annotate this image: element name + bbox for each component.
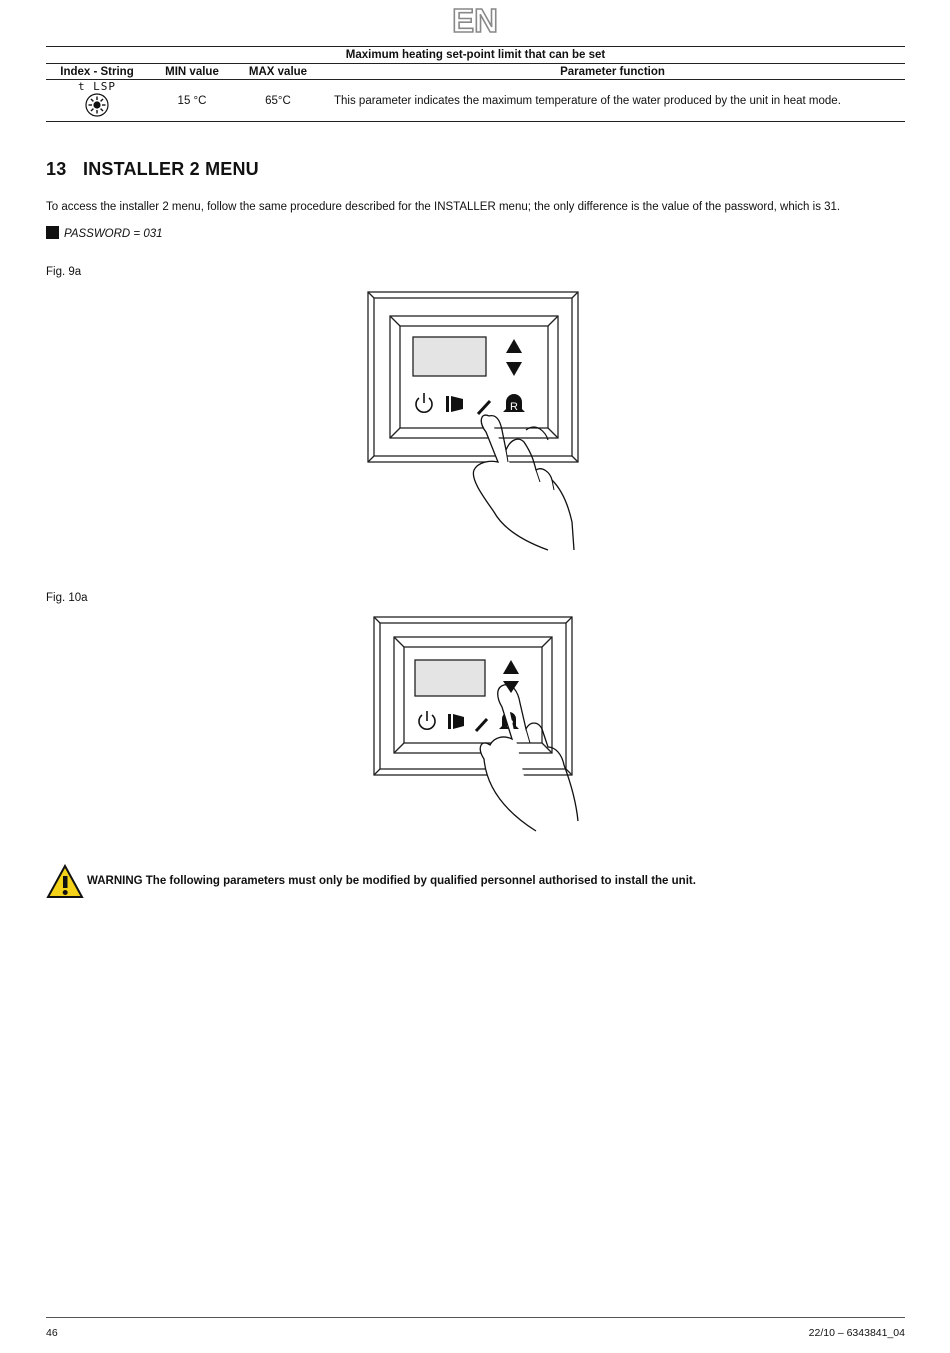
cell-max: 65°C	[236, 80, 320, 122]
warning-triangle-icon	[46, 864, 84, 899]
table-caption: Maximum heating set-point limit that can be set	[46, 47, 905, 64]
index-code: t LSP	[77, 80, 117, 93]
password-text: PASSWORD = 031	[64, 228, 163, 240]
col-index-string: Index - String	[46, 64, 148, 80]
col-parameter-function: Parameter function	[320, 64, 905, 80]
col-max-value: MAX value	[236, 64, 320, 80]
footer-divider	[46, 1317, 905, 1318]
figure-label-9a: Fig. 9a	[46, 266, 82, 278]
table-row	[46, 80, 905, 122]
figure-10a-controller	[372, 615, 584, 835]
cell-function: This parameter indicates the maximum temperature of the water produced by the unit in heat mode.	[320, 80, 905, 122]
section-paragraph: To access the installer 2 menu, follow the same procedure described for the INSTALLER menu; the only difference is the value of the password, which is 31.	[46, 201, 841, 213]
cell-index	[46, 80, 148, 122]
section-number: 13	[46, 159, 67, 179]
password-note	[46, 226, 163, 240]
figure-label-10a: Fig. 10a	[46, 592, 88, 604]
figure-9a-controller	[366, 290, 588, 554]
key-letter-9a: R	[510, 401, 518, 413]
col-min-value: MIN value	[148, 64, 236, 80]
cell-min: 15 °C	[148, 80, 236, 122]
language-badge	[452, 3, 498, 35]
document-reference: 22/10 – 6343841_04	[808, 1327, 905, 1339]
section-heading	[46, 159, 259, 180]
parameter-table	[46, 46, 905, 122]
section-title: INSTALLER 2 MENU	[83, 159, 259, 179]
bullet-square-icon	[46, 226, 59, 239]
language-badge-text: EN	[452, 3, 498, 35]
page-number: 46	[46, 1327, 58, 1339]
sun-heat-icon	[85, 93, 109, 117]
warning-text: WARNING The following parameters must only be modified by qualified personnel authorised to install the unit.	[87, 875, 696, 887]
